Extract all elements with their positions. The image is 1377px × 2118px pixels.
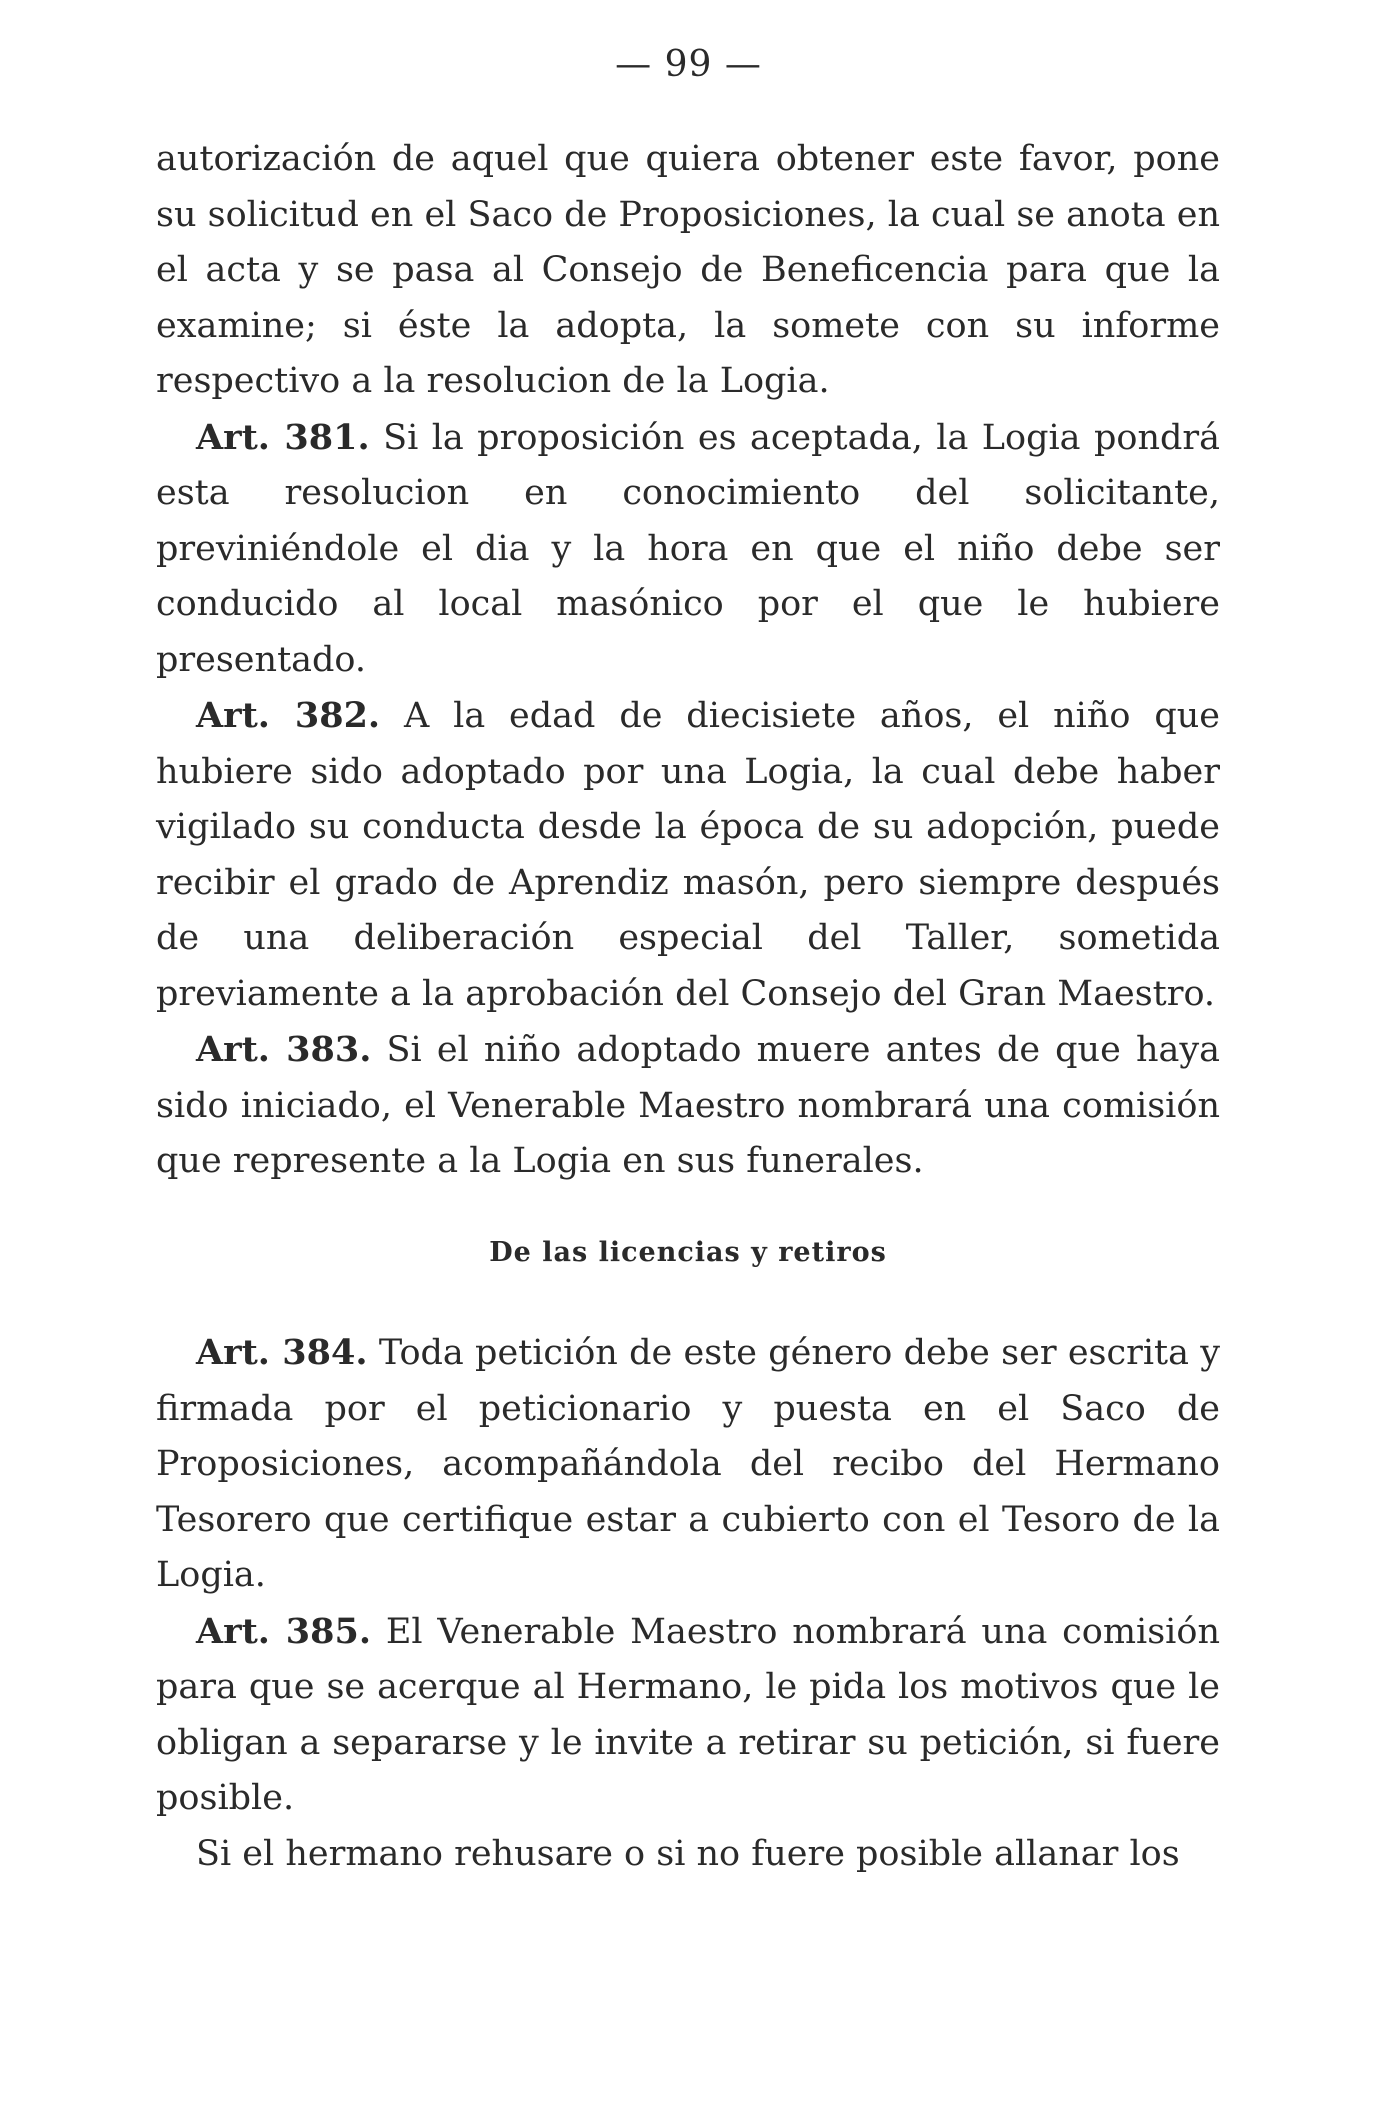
article-text: Si el niño adoptado muere antes de que haya sido iniciado, el Venerable Maestro nombrará una comisión que represente a la Logia en sus funerales. <box>156 1030 1220 1181</box>
article-label: Art. 383. <box>196 1029 372 1070</box>
paragraph-final <box>156 1827 1220 1883</box>
page-number: — 99 — <box>615 44 762 85</box>
section-heading: De las licencias y retiros <box>489 1236 887 1268</box>
article-383 <box>156 1022 1220 1190</box>
paragraph-text: Si el hermano rehusare o si no fuere posible allanar los <box>196 1833 1180 1874</box>
page-body <box>156 132 1220 1882</box>
paragraph-continuation <box>156 132 1220 410</box>
article-label: Art. 381. <box>196 416 370 458</box>
article-text: A la edad de diecisiete años, el niño que hubiere sido adoptado por una Logia, la cual debe haber vigilado su conducta desde la época de su adopción, puede recibir el grado de Aprendiz masón, pero siempre después de una deliberación especial del Taller, sometida previamente a la aprobación del Consejo del Gran Maestro. <box>156 696 1220 1014</box>
article-label: Art. 385. <box>196 1610 372 1652</box>
article-382 <box>156 688 1220 1022</box>
article-label: Art. 384. <box>196 1332 368 1373</box>
article-381 <box>156 410 1220 689</box>
paragraph-text: autorización de aquel que quiera obtener este favor, pone su solicitud en el Saco de Proposiciones, la cual se anota en el acta y se pasa al Consejo de Beneficencia para que la examine; si éste la adopta, la somete con su informe respectivo a la resolucion de la Logia. <box>156 139 1220 401</box>
article-text: Toda petición de este género debe ser escrita y firmada por el peticionario y puesta en el Saco de Proposiciones, acompañándola del recibo del Hermano Tesorero que certifique estar a cubierto con el Tesoro de la Logia. <box>156 1333 1220 1595</box>
article-text: El Venerable Maestro nombrará una comisión para que se acerque al Hermano, le pida los motivos que le obligan a separarse y le invite a retirar su petición, si fuere posible. <box>156 1611 1220 1818</box>
article-385 <box>156 1604 1220 1827</box>
article-text: Si la proposición es aceptada, la Logia pondrá esta resolucion en conocimiento del solicitante, previniéndole el dia y la hora en que el niño debe ser conducido al local masónico por el que le hubiere presentado. <box>156 417 1220 680</box>
article-label: Art. 382. <box>196 695 381 736</box>
article-384 <box>156 1325 1220 1604</box>
